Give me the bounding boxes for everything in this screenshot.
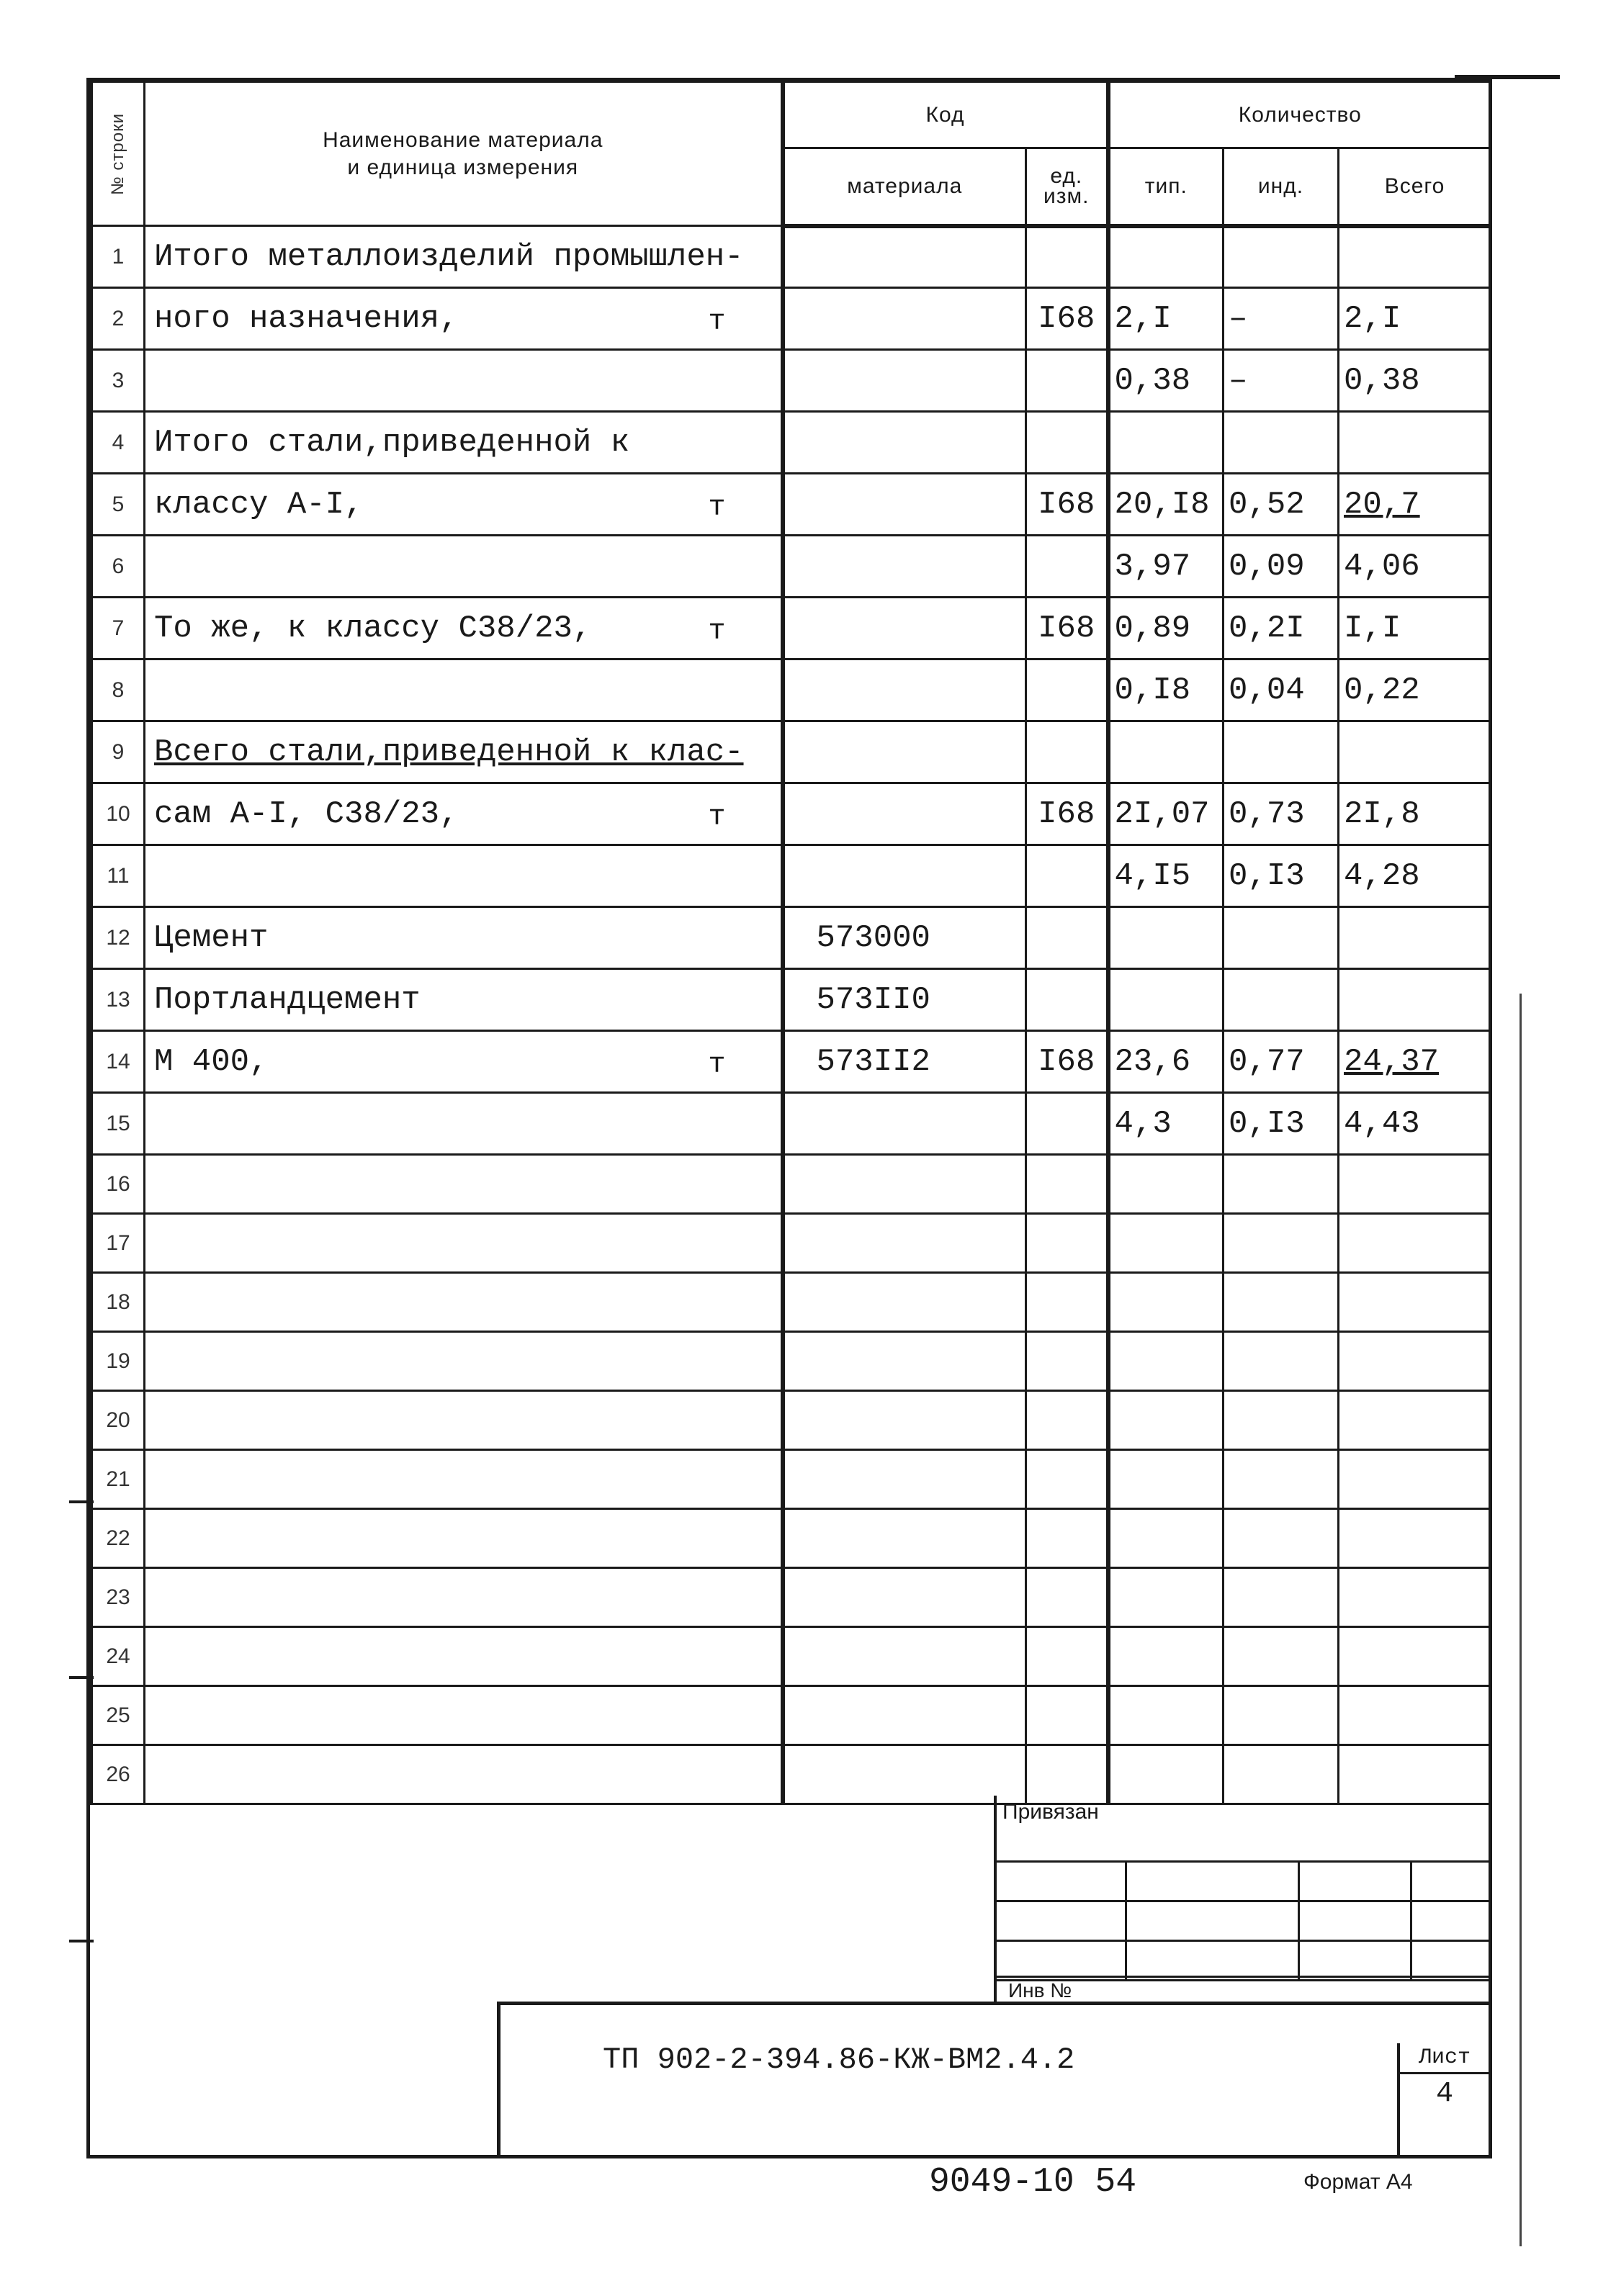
row-number: 8 bbox=[91, 659, 145, 721]
unit-code-cell: I68 bbox=[1026, 474, 1108, 536]
qty-ind-cell: 0,09 bbox=[1224, 536, 1339, 598]
qty-total-cell: 2,I bbox=[1339, 288, 1491, 350]
qty-ind-cell: – bbox=[1224, 350, 1339, 412]
row-number: 16 bbox=[91, 1155, 145, 1214]
qty-typ-cell: 0,89 bbox=[1108, 598, 1224, 659]
row-number: 23 bbox=[91, 1568, 145, 1627]
row-number: 18 bbox=[91, 1273, 145, 1332]
unit-code-cell: I68 bbox=[1026, 288, 1108, 350]
header-quantity-group: Количество bbox=[1108, 82, 1491, 148]
qty-typ-cell: 0,I8 bbox=[1108, 659, 1224, 721]
qty-total-cell: 20,7 bbox=[1339, 474, 1491, 536]
material-name-text: классу А-I, bbox=[154, 486, 364, 523]
qty-ind-cell: 0,77 bbox=[1224, 1031, 1339, 1093]
qty-total-cell: I,I bbox=[1339, 598, 1491, 659]
header-rownum: № строки bbox=[91, 82, 145, 226]
row-number: 22 bbox=[91, 1509, 145, 1568]
row-number: 7 bbox=[91, 598, 145, 659]
header-code-group: Код bbox=[783, 82, 1108, 148]
qty-total-cell: 4,43 bbox=[1339, 1093, 1491, 1155]
row-number: 5 bbox=[91, 474, 145, 536]
unit-code-cell: I68 bbox=[1026, 783, 1108, 845]
header-qty-ind: инд. bbox=[1224, 148, 1339, 226]
right-margin-line bbox=[1520, 994, 1522, 2246]
row-number: 15 bbox=[91, 1093, 145, 1155]
qty-total-cell: 4,06 bbox=[1339, 536, 1491, 598]
material-name-text: сам А-I, С38/23, bbox=[154, 796, 459, 832]
unit-code-cell: I68 bbox=[1026, 598, 1108, 659]
header-material-name: Наименование материала и единица измерения bbox=[145, 82, 783, 226]
qty-total-cell: 0,22 bbox=[1339, 659, 1491, 721]
row-number: 9 bbox=[91, 721, 145, 783]
material-code-cell: 573II0 bbox=[783, 969, 1026, 1031]
qty-ind-cell: 0,73 bbox=[1224, 783, 1339, 845]
qty-typ-cell: 3,97 bbox=[1108, 536, 1224, 598]
row-number: 4 bbox=[91, 412, 145, 474]
material-unit-text: т bbox=[708, 616, 726, 648]
privyazan-grid bbox=[994, 1860, 1491, 1981]
qty-ind-cell: 0,I3 bbox=[1224, 1093, 1339, 1155]
qty-typ-cell: 4,I5 bbox=[1108, 845, 1224, 907]
qty-typ-cell: 2,I bbox=[1108, 288, 1224, 350]
qty-typ-cell: 2I,07 bbox=[1108, 783, 1224, 845]
material-unit-text: т bbox=[708, 1049, 726, 1081]
row-number: 20 bbox=[91, 1391, 145, 1450]
qty-typ-cell: 0,38 bbox=[1108, 350, 1224, 412]
row-number: 26 bbox=[91, 1745, 145, 1804]
format-label: Формат А4 bbox=[1303, 2170, 1413, 2194]
material-code-cell: 573II2 bbox=[783, 1031, 1026, 1093]
qty-ind-cell: 0,04 bbox=[1224, 659, 1339, 721]
unit-code-cell: I68 bbox=[1026, 1031, 1108, 1093]
material-code-cell: 573000 bbox=[783, 907, 1026, 969]
qty-ind-cell: 0,2I bbox=[1224, 598, 1339, 659]
material-name-text: То же, к классу С38/23, bbox=[154, 610, 592, 647]
qty-typ-cell: 23,6 bbox=[1108, 1031, 1224, 1093]
material-name-text: Всего стали,приведенной к клас- bbox=[154, 734, 744, 770]
material-unit-text: т bbox=[708, 492, 726, 524]
material-unit-text: т bbox=[708, 801, 726, 834]
header-code-material: материала bbox=[783, 148, 1026, 226]
row-number: 11 bbox=[91, 845, 145, 907]
row-number: 25 bbox=[91, 1686, 145, 1745]
row-number: 3 bbox=[91, 350, 145, 412]
row-number: 19 bbox=[91, 1332, 145, 1391]
qty-ind-cell: – bbox=[1224, 288, 1339, 350]
archive-number: 9049-10 54 bbox=[929, 2163, 1137, 2202]
row-number: 21 bbox=[91, 1450, 145, 1509]
header-qty-total: Всего bbox=[1339, 148, 1491, 226]
privyazan-label: Привязан bbox=[1002, 1800, 1099, 1824]
document-code: ТП 902-2-394.86-КЖ-ВМ2.4.2 bbox=[603, 2043, 1075, 2077]
qty-ind-cell: 0,I3 bbox=[1224, 845, 1339, 907]
sheet-number: 4 bbox=[1435, 2078, 1453, 2110]
title-block bbox=[497, 2002, 1489, 2158]
material-unit-text: т bbox=[708, 306, 726, 338]
qty-total-cell: 2I,8 bbox=[1339, 783, 1491, 845]
material-name-text: Итого металлоизделий промышлен- bbox=[154, 238, 744, 275]
qty-typ-cell: 20,I8 bbox=[1108, 474, 1224, 536]
row-number: 6 bbox=[91, 536, 145, 598]
material-name-text: Портландцемент bbox=[154, 981, 421, 1018]
row-number: 24 bbox=[91, 1627, 145, 1686]
row-number: 1 bbox=[91, 226, 145, 288]
qty-total-cell: 0,38 bbox=[1339, 350, 1491, 412]
header-code-unit: ед. изм. bbox=[1026, 148, 1108, 226]
row-number: 17 bbox=[91, 1214, 145, 1273]
row-number: 10 bbox=[91, 783, 145, 845]
header-qty-typ: тип. bbox=[1108, 148, 1224, 226]
material-name-text: ного назначения, bbox=[154, 300, 459, 337]
qty-total-cell: 4,28 bbox=[1339, 845, 1491, 907]
qty-total-cell: 24,37 bbox=[1339, 1031, 1491, 1093]
inventory-label: Инв № bbox=[1008, 1979, 1072, 2002]
row-number: 14 bbox=[91, 1031, 145, 1093]
qty-ind-cell: 0,52 bbox=[1224, 474, 1339, 536]
sheet-number-box bbox=[1397, 2043, 1489, 2158]
qty-typ-cell: 4,3 bbox=[1108, 1093, 1224, 1155]
material-name-text: М 400, bbox=[154, 1043, 269, 1080]
row-number: 2 bbox=[91, 288, 145, 350]
material-name-text: Цемент bbox=[154, 919, 269, 956]
row-number: 12 bbox=[91, 907, 145, 969]
sheet-label: Лист bbox=[1400, 2043, 1489, 2074]
row-number: 13 bbox=[91, 969, 145, 1031]
material-name-text: Итого стали,приведенной к bbox=[154, 424, 630, 461]
